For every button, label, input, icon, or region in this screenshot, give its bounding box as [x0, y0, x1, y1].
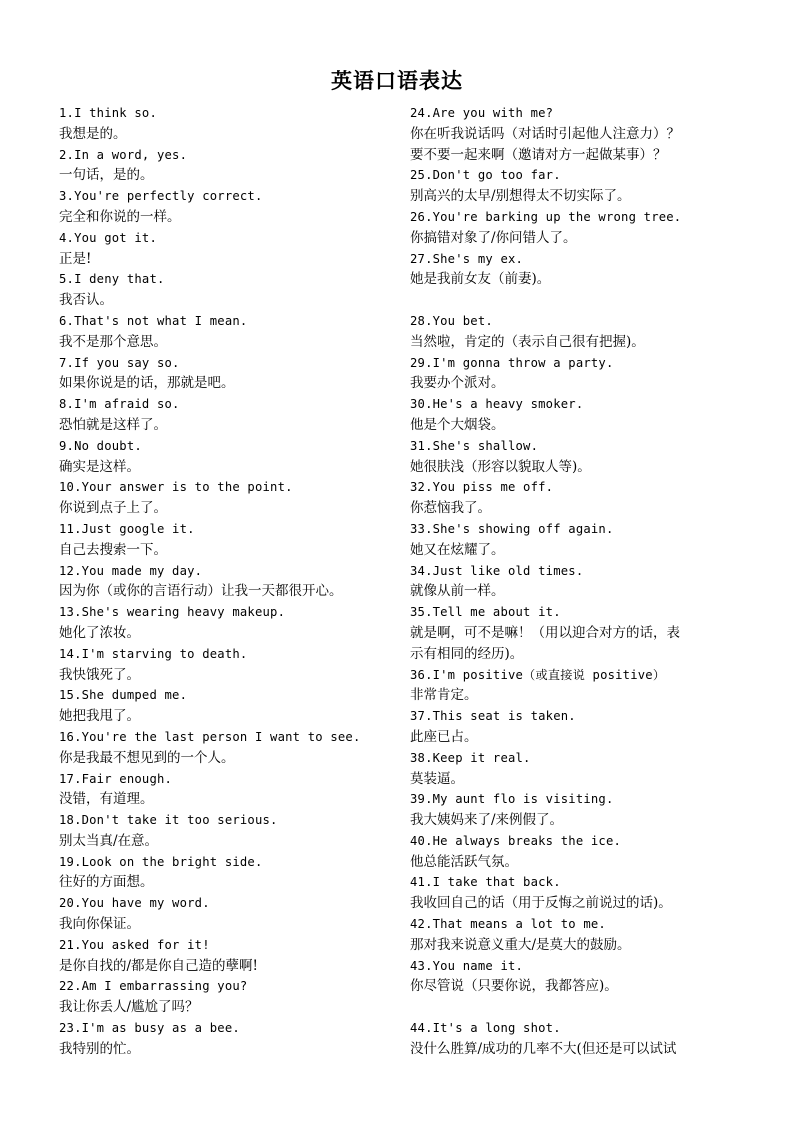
phrase-chinese: 别太当真/在意。: [59, 832, 159, 849]
phrase-entry: [410, 207, 740, 249]
phrase-entry: [59, 602, 399, 644]
phrase-entry: [410, 602, 740, 664]
phrase-chinese: 我收回自己的话（用于反悔之前说过的话)。: [410, 895, 672, 912]
phrase-entry: [410, 353, 740, 395]
phrase-english: 41.I take that back.: [410, 875, 561, 890]
phrase-english: 9.No doubt.: [59, 438, 142, 453]
phrase-entry: [410, 165, 740, 207]
phrase-chinese: 你在听我说话吗（对话时引起他人注意力）？: [410, 125, 680, 142]
phrase-chinese: 你搞错对象了/你问错人了。: [410, 229, 577, 246]
phrase-english: 43.You name it.: [410, 958, 524, 973]
phrase-english: 1.I think so.: [59, 106, 157, 120]
phrase-chinese: 我快饿死了。: [59, 666, 140, 683]
phrase-english: 30.He's a heavy smoker.: [410, 397, 584, 412]
phrase-chinese: 当然啦，肯定的（表示自己很有把握)。: [410, 333, 645, 350]
phrase-english: 20.You have my word.: [59, 896, 210, 911]
phrase-entry: [59, 353, 399, 395]
phrase-english: 2.In a word, yes.: [59, 147, 188, 162]
phrase-chinese: 你说到点子上了。: [59, 500, 167, 517]
phrase-entry: [410, 831, 740, 873]
phrase-english: 44.It's a long shot.: [410, 1021, 561, 1036]
phrase-chinese: 因为你（或你的言语行动）让我一天都很开心。: [59, 583, 343, 600]
phrase-chinese: 我向你保证。: [59, 916, 140, 933]
phrase-chinese: 自己去搜索一下。: [59, 541, 167, 558]
phrase-entry: [59, 976, 399, 1018]
phrase-chinese: 非常肯定。: [410, 687, 478, 704]
phrase-english: 28.You bet.: [410, 313, 493, 328]
phrase-english: 21.You asked for it!: [59, 937, 210, 952]
phrase-entry: [59, 436, 399, 478]
phrase-entry: [59, 685, 399, 727]
phrase-chinese: 正是!: [59, 250, 92, 267]
phrase-entry: [410, 1018, 740, 1060]
phrase-english: 33.She's showing off again.: [410, 521, 614, 536]
phrase-entry: [59, 561, 399, 603]
phrase-english: 4.You got it.: [59, 230, 157, 245]
phrase-entry: [410, 477, 740, 519]
phrase-chinese: 往好的方面想。: [59, 874, 154, 891]
phrase-entry: [410, 436, 740, 478]
phrase-entry: [59, 311, 399, 353]
phrase-english: 7.If you say so.: [59, 355, 180, 370]
phrase-english: 27.She's my ex.: [410, 251, 524, 266]
phrase-english: 36.I'm positive（或直接说 positive）: [410, 667, 666, 682]
phrase-chinese: 完全和你说的一样。: [59, 208, 181, 225]
phrase-english: 3.You're perfectly correct.: [59, 189, 263, 204]
phrase-chinese: 我不是那个意思。: [59, 333, 167, 350]
phrase-english: 19.Look on the bright side.: [59, 854, 263, 869]
phrase-english: 34.Just like old times.: [410, 563, 584, 578]
phrase-english: 39.My aunt flo is visiting.: [410, 792, 614, 807]
phrase-english: 18.Don't take it too serious.: [59, 813, 278, 828]
phrase-english: 16.You're the last person I want to see.: [59, 729, 361, 744]
left-column: [59, 103, 399, 1060]
phrase-english: 42.That means a lot to me.: [410, 917, 606, 932]
phrase-english: 8.I'm afraid so.: [59, 397, 180, 412]
phrase-english: 25.Don't go too far.: [410, 168, 561, 183]
phrase-chinese: 我大姨妈来了/来例假了。: [410, 812, 564, 829]
phrase-entry: [59, 810, 399, 852]
phrase-entry: [410, 956, 740, 1018]
phrase-english: 15.She dumped me.: [59, 688, 188, 703]
phrase-english: 23.I'm as busy as a bee.: [59, 1021, 240, 1036]
phrase-chinese: 此座已占。: [410, 728, 478, 745]
phrase-chinese: 要不要一起来啊（邀请对方一起做某事）？: [410, 146, 667, 163]
phrase-chinese: 她又在炫耀了。: [410, 541, 505, 558]
right-column: [410, 103, 740, 1060]
phrase-chinese: 他总能活跃气氛。: [410, 853, 518, 870]
phrase-entry: [59, 1018, 399, 1060]
phrase-entry: [410, 914, 740, 956]
blank-line: [410, 997, 740, 1018]
phrase-english: 24.Are you with me?: [410, 106, 554, 120]
phrase-english: 14.I'm starving to death.: [59, 646, 248, 661]
phrase-chinese: 我让你丢人/尴尬了吗？: [59, 999, 199, 1016]
phrase-entry: [410, 665, 740, 707]
phrase-entry: [59, 145, 399, 187]
phrase-entry: [410, 872, 740, 914]
phrase-chinese: 他是个大烟袋。: [410, 416, 505, 433]
phrase-english: 26.You're barking up the wrong tree.: [410, 209, 682, 224]
phrase-entry: [410, 249, 740, 311]
phrase-chinese: 她是我前女友（前妻)。: [410, 271, 551, 288]
phrase-chinese: 恐怕就是这样了。: [59, 416, 167, 433]
phrase-entry: [410, 561, 740, 603]
phrase-chinese: 你惹恼我了。: [410, 500, 491, 517]
phrase-chinese: 就像从前一样。: [410, 583, 505, 600]
phrase-entry: [410, 311, 740, 353]
phrase-entry: [59, 644, 399, 686]
phrase-chinese: 我特别的忙。: [59, 1040, 140, 1057]
phrase-english: 32.You piss me off.: [410, 480, 554, 495]
phrase-english: 29.I'm gonna throw a party.: [410, 355, 614, 370]
phrase-chinese: 我想是的。: [59, 125, 127, 142]
phrase-chinese: 你尽管说（只要你说，我都答应)。: [410, 978, 618, 995]
phrase-entry: [410, 706, 740, 748]
phrase-entry: [59, 269, 399, 311]
phrase-english: 13.She's wearing heavy makeup.: [59, 605, 286, 620]
phrase-english: 5.I deny that.: [59, 272, 165, 287]
phrase-chinese: 你是我最不想见到的一个人。: [59, 749, 235, 766]
phrase-entry: [410, 394, 740, 436]
phrase-english: 40.He always breaks the ice.: [410, 833, 622, 848]
phrase-english: 38.Keep it real.: [410, 750, 531, 765]
phrase-entry: [59, 852, 399, 894]
phrase-chinese: 我要办个派对。: [410, 375, 505, 392]
phrase-chinese: 她很肤浅（形容以貌取人等)。: [410, 458, 591, 475]
phrase-english: 11.Just google it.: [59, 521, 195, 536]
phrase-entry: [59, 893, 399, 935]
phrase-chinese: 没错，有道理。: [59, 791, 154, 808]
phrase-english: 6.That's not what I mean.: [59, 313, 248, 328]
page-title: 英语口语表达: [331, 69, 463, 93]
phrase-chinese: 她把我甩了。: [59, 708, 140, 725]
phrase-english: 37.This seat is taken.: [410, 709, 576, 724]
phrase-entry: [59, 103, 399, 145]
phrase-entry: [59, 477, 399, 519]
phrase-english: 35.Tell me about it.: [410, 605, 561, 620]
phrase-entry: [59, 519, 399, 561]
phrase-entry: [59, 186, 399, 228]
phrase-entry: [410, 748, 740, 790]
phrase-chinese: 没什么胜算/成功的几率不大(但还是可以试试: [410, 1040, 677, 1057]
phrase-chinese: 莫装逼。: [410, 770, 464, 787]
phrase-english: 31.She's shallow.: [410, 438, 539, 453]
phrase-chinese: 一句话，是的。: [59, 167, 154, 184]
phrase-chinese: 是你自找的/都是你自己造的孽啊!: [59, 957, 258, 974]
phrase-entry: [59, 727, 399, 769]
phrase-chinese: 别高兴的太早/别想得太不切实际了。: [410, 188, 631, 205]
phrase-chinese: 确实是这样。: [59, 458, 140, 475]
phrase-entry: [59, 228, 399, 270]
phrase-entry: [59, 769, 399, 811]
phrase-entry: [410, 519, 740, 561]
phrase-chinese: 她化了浓妆。: [59, 624, 140, 641]
blank-line: [410, 290, 740, 311]
phrase-chinese: 就是啊，可不是嘛！（用以迎合对方的话，表: [410, 624, 680, 641]
phrase-english: 10.Your answer is to the point.: [59, 480, 293, 495]
phrase-chinese: 那对我来说意义重大/是莫大的鼓励。: [410, 936, 631, 953]
phrase-english: 22.Am I embarrassing you?: [59, 979, 248, 994]
phrase-entry: [59, 935, 399, 977]
phrase-entry: [410, 789, 740, 831]
phrase-chinese: 我否认。: [59, 292, 113, 309]
phrase-english: 17.Fair enough.: [59, 771, 173, 786]
phrase-entry: [410, 103, 740, 165]
phrase-english: 12.You made my day.: [59, 563, 203, 578]
phrase-chinese: 示有相同的经历)。: [410, 645, 524, 662]
phrase-chinese: 如果你说是的话，那就是吧。: [59, 375, 235, 392]
phrase-entry: [59, 394, 399, 436]
